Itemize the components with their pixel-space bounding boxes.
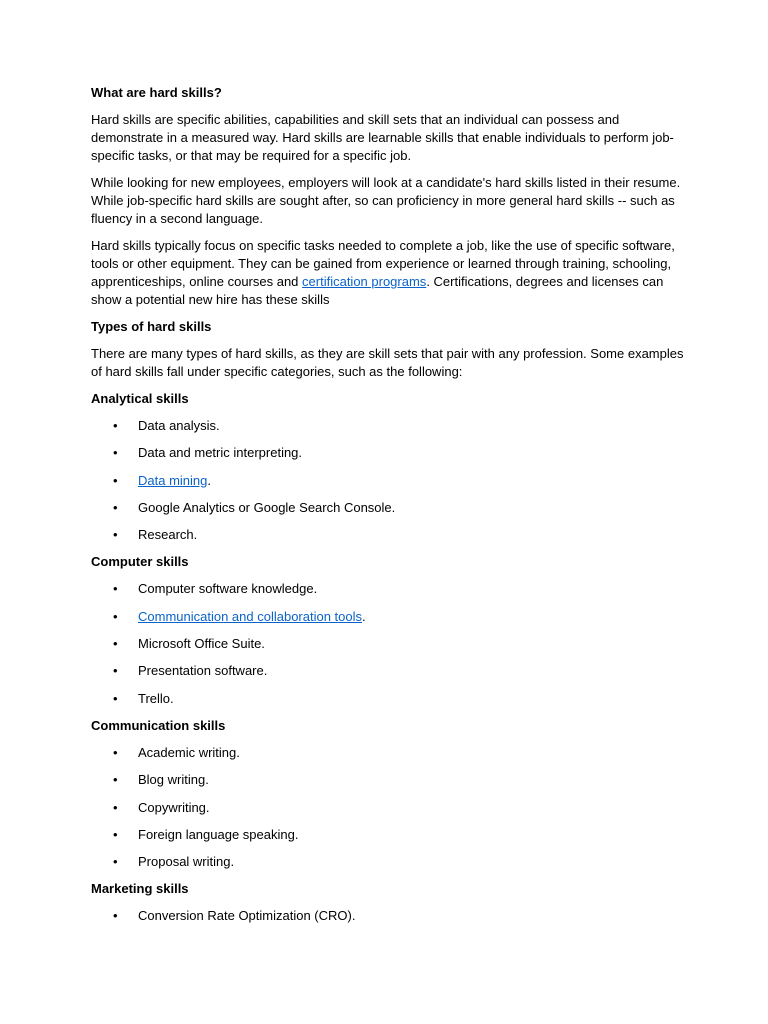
bullet-icon: • xyxy=(113,445,118,461)
bullet-icon: • xyxy=(113,772,118,788)
heading-types-of-hard-skills: Types of hard skills xyxy=(91,319,212,334)
list-item-text: Foreign language speaking. xyxy=(138,826,299,842)
list-item xyxy=(91,417,691,435)
list-item xyxy=(91,662,691,680)
list-item-text: Data and metric interpreting. xyxy=(138,445,303,461)
intro-paragraph-3 xyxy=(91,237,691,309)
computer-skills-list xyxy=(91,580,691,707)
heading-marketing-skills: Marketing skills xyxy=(91,881,189,897)
list-item xyxy=(91,635,691,653)
bullet-icon: • xyxy=(113,744,118,760)
list-item-text: Computer software knowledge. xyxy=(138,581,318,597)
list-item-text: Blog writing. xyxy=(138,772,209,788)
list-item-suffix: . xyxy=(362,608,366,624)
heading-communication-skills: Communication skills xyxy=(91,717,226,733)
bullet-icon: • xyxy=(113,472,118,488)
list-item-text: Google Analytics or Google Search Console. xyxy=(138,499,396,515)
list-item-text: Trello. xyxy=(138,690,174,706)
list-item xyxy=(91,826,691,844)
intro-paragraph-3-text-after: . Certifications, degrees and licenses can show a potential new hire has these skills xyxy=(91,274,664,307)
heading-computer-skills: Computer skills xyxy=(91,554,189,570)
list-item-suffix: . xyxy=(207,472,211,488)
list-item xyxy=(91,580,691,598)
types-paragraph: There are many types of hard skills, as they are skill sets that pair with any profession. Some examples of hard skills fall under specific categories, such as the following: xyxy=(91,346,684,379)
list-item xyxy=(91,472,691,490)
document-page xyxy=(91,84,691,935)
communication-collaboration-tools-link[interactable]: Communication and collaboration tools xyxy=(138,608,363,624)
list-item xyxy=(91,608,691,626)
list-item xyxy=(91,744,691,762)
list-item xyxy=(91,444,691,462)
bullet-icon: • xyxy=(113,499,118,515)
certification-programs-link[interactable]: certification programs xyxy=(302,274,427,289)
list-item xyxy=(91,690,691,708)
list-item-text: Presentation software. xyxy=(138,663,268,679)
communication-skills-list xyxy=(91,744,691,871)
list-item xyxy=(91,853,691,871)
list-item-text: Microsoft Office Suite. xyxy=(138,636,265,652)
heading-analytical-skills: Analytical skills xyxy=(91,391,189,406)
bullet-icon: • xyxy=(113,418,118,433)
bullet-icon: • xyxy=(113,527,118,543)
list-item-text: Academic writing. xyxy=(138,744,240,760)
list-item-text: Conversion Rate Optimization (CRO). xyxy=(138,908,356,924)
list-item xyxy=(91,799,691,817)
heading-what-are-hard-skills: What are hard skills? xyxy=(91,85,222,100)
bullet-icon: • xyxy=(113,854,118,870)
bullet-icon: • xyxy=(113,608,118,624)
list-item xyxy=(91,771,691,789)
list-item-text: Research. xyxy=(138,527,198,543)
list-item xyxy=(91,907,691,925)
marketing-skills-list xyxy=(91,907,691,925)
intro-paragraph-3-text-before: Hard skills typically focus on specific tasks needed to complete a job, like the use of specific software, tools or other equipment. They can be gained from experience or learned through training, schooling, apprenticeships, online courses and xyxy=(91,238,675,289)
intro-paragraph-2: While looking for new employees, employers will look at a candidate's hard skills listed in their resume. While job-specific hard skills are sought after, so can proficiency in more general hard skills -- such as fluency in a second language. xyxy=(91,175,681,226)
list-item xyxy=(91,526,691,544)
list-item-text: Data analysis. xyxy=(138,418,220,433)
data-mining-link[interactable]: Data mining xyxy=(138,472,208,488)
list-item xyxy=(91,499,691,517)
bullet-icon: • xyxy=(113,908,118,924)
bullet-icon: • xyxy=(113,581,118,597)
bullet-icon: • xyxy=(113,826,118,842)
intro-paragraph-1: Hard skills are specific abilities, capabilities and skill sets that an individual can possess and demonstrate in a measured way. Hard skills are learnable skills that enable individuals to perform job-specific tasks, or that may be required for a specific job. xyxy=(91,112,674,163)
bullet-icon: • xyxy=(113,799,118,815)
analytical-skills-list xyxy=(91,417,691,544)
bullet-icon: • xyxy=(113,636,118,652)
list-item-text: Proposal writing. xyxy=(138,854,235,870)
bullet-icon: • xyxy=(113,690,118,706)
bullet-icon: • xyxy=(113,663,118,679)
list-item-text: Copywriting. xyxy=(138,799,210,815)
